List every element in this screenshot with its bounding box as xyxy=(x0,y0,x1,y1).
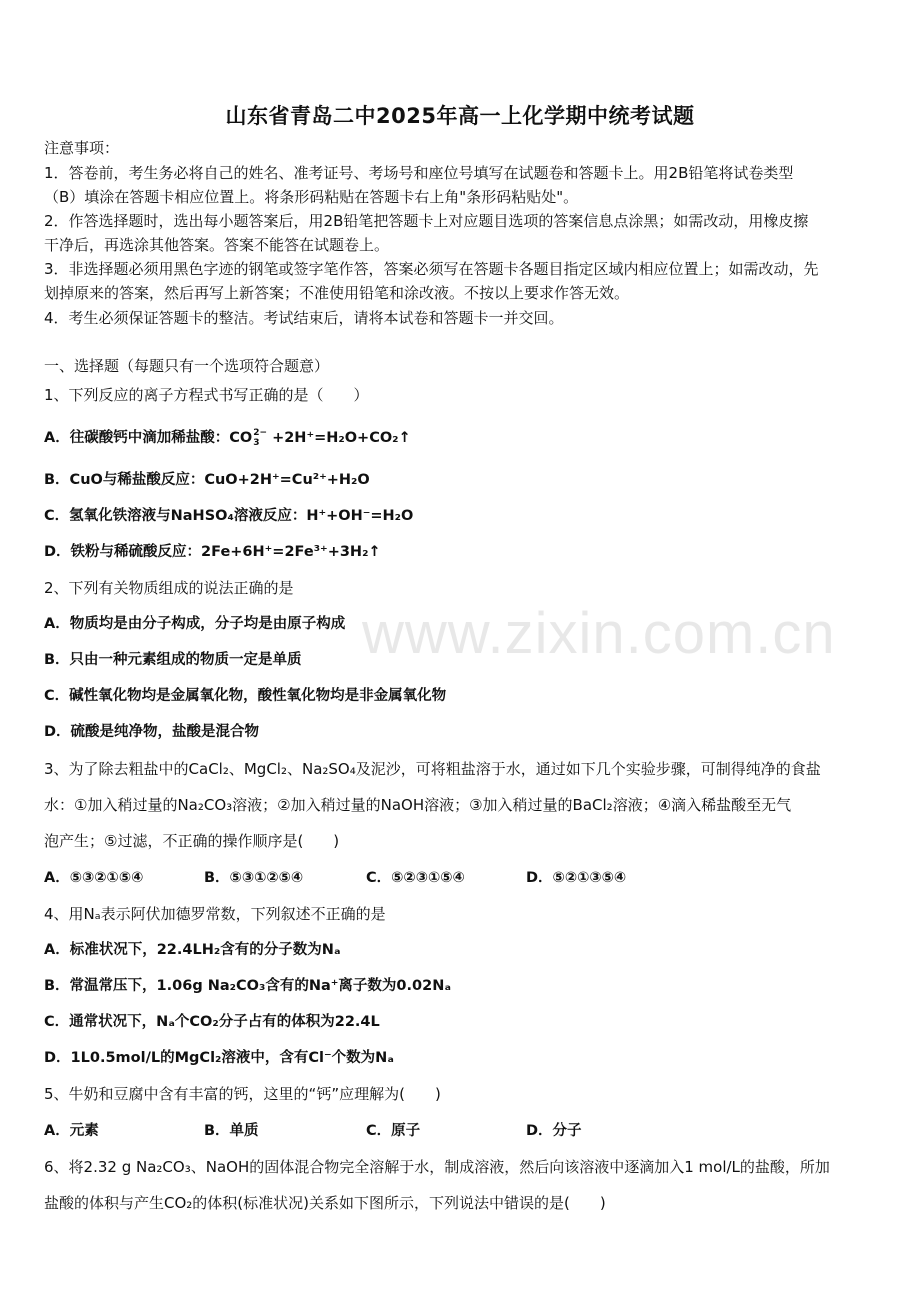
q4-option-a: A．标准状况下，22.4LH₂含有的分子数为Nₐ xyxy=(44,942,341,958)
q5-option-c: C．原子 xyxy=(366,1123,421,1139)
question-2-stem: 2、下列有关物质组成的说法正确的是 xyxy=(44,579,294,597)
q1-option-a-rest: +2H⁺=H₂O+CO₂↑ xyxy=(267,430,411,446)
q2-option-d: D．硫酸是纯净物，盐酸是混合物 xyxy=(44,724,260,740)
notice-line-6: 划掉原来的答案，然后再写上新答案；不准使用铅笔和涂改液。不按以上要求作答无效。 xyxy=(44,284,630,302)
question-3-line-3: 泡产生；⑤过滤，不正确的操作顺序是( ) xyxy=(44,832,340,850)
q4-option-d: D．1L0.5mol/L的MgCl₂溶液中，含有Cl⁻个数为Nₐ xyxy=(44,1050,394,1066)
q1-option-a-charge: 2− xyxy=(253,428,268,438)
notice-heading: 注意事项： xyxy=(44,139,120,157)
q3-options xyxy=(44,868,884,888)
q3-option-c: C．⑤②③①⑤④ xyxy=(366,870,465,886)
q1-option-c: C．氢氧化铁溶液与NaHSO₄溶液反应：H⁺+OH⁻=H₂O xyxy=(44,508,414,524)
notice-line-7: 4．考生必须保证答题卡的整洁。考试结束后，请将本试卷和答题卡一并交回。 xyxy=(44,309,564,327)
notice-line-5: 3．非选择题必须用黑色字迹的钢笔或签字笔作答，答案必须写在答题卡各题目指定区域内相应位置上；如需改动，先 xyxy=(44,260,819,278)
q2-option-a: A．物质均是由分子构成，分子均是由原子构成 xyxy=(44,616,346,632)
notice-line-1: 1．答卷前，考生务必将自己的姓名、准考证号、考场号和座位号填写在试题卷和答题卡上。用2B铅笔将试卷类型 xyxy=(44,164,794,182)
question-3-line-1: 3、为了除去粗盐中的CaCl₂、MgCl₂、Na₂SO₄及泥沙，可将粗盐溶于水，通过如下几个实验步骤，可制得纯净的食盐 xyxy=(44,760,821,778)
section-heading: 一、选择题（每题只有一个选项符合题意） xyxy=(44,357,330,375)
question-4-stem: 4、用Nₐ表示阿伏加德罗常数，下列叙述不正确的是 xyxy=(44,905,386,923)
q2-option-c: C．碱性氧化物均是金属氧化物，酸性氧化物均是非金属氧化物 xyxy=(44,688,447,704)
q4-option-c: C．通常状况下，Nₐ个CO₂分子占有的体积为22.4L xyxy=(44,1014,380,1030)
q3-option-a: A．⑤③②①⑤④ xyxy=(44,870,144,886)
q1-option-a-text: A．往碳酸钙中滴加稀盐酸：CO xyxy=(44,430,253,446)
q1-option-a xyxy=(44,428,884,448)
question-5-stem: 5、牛奶和豆腐中含有丰富的钙，这里的“钙”应理解为( ) xyxy=(44,1085,441,1103)
question-6-line-2: 盐酸的体积与产生CO₂的体积(标准状况)关系如下图所示，下列说法中错误的是( ) xyxy=(44,1194,606,1212)
watermark: www.zixin.com.cn xyxy=(362,601,836,666)
q5-option-a: A．元素 xyxy=(44,1123,99,1139)
notice-line-3: 2．作答选择题时，选出每小题答案后，用2B铅笔把答题卡上对应题目选项的答案信息点涂黑；如需改动，用橡皮擦 xyxy=(44,212,809,230)
q3-option-b: B．⑤③①②⑤④ xyxy=(204,870,304,886)
question-1-stem: 1、下列反应的离子方程式书写正确的是（ ） xyxy=(44,386,369,404)
q5-option-d: D．分子 xyxy=(526,1123,582,1139)
page-title: 山东省青岛二中2025年高一上化学期中统考试题 xyxy=(225,104,695,128)
q5-options xyxy=(44,1121,884,1141)
q1-option-b: B．CuO与稀盐酸反应：CuO+2H⁺=Cu²⁺+H₂O xyxy=(44,472,370,488)
notice-line-4: 干净后，再选涂其他答案。答案不能答在试题卷上。 xyxy=(44,236,390,254)
q4-option-b: B．常温常压下，1.06g Na₂CO₃含有的Na⁺离子数为0.02Nₐ xyxy=(44,978,451,994)
q5-option-b: B．单质 xyxy=(204,1123,259,1139)
question-6-line-1: 6、将2.32 g Na₂CO₃、NaOH的固体混合物完全溶解于水，制成溶液，然后向该溶液中逐滴加入1 mol/L的盐酸，所加 xyxy=(44,1158,830,1176)
notice-line-2: （B）填涂在答题卡相应位置上。将条形码粘贴在答题卡右上角"条形码粘贴处"。 xyxy=(44,188,579,206)
q1-option-d: D．铁粉与稀硫酸反应：2Fe+6H⁺=2Fe³⁺+3H₂↑ xyxy=(44,544,381,560)
q2-option-b: B．只由一种元素组成的物质一定是单质 xyxy=(44,652,302,668)
question-3-line-2: 水：①加入稍过量的Na₂CO₃溶液；②加入稍过量的NaOH溶液；③加入稍过量的BaCl₂溶液；④滴入稀盐酸至无气 xyxy=(44,796,792,814)
q1-option-a-subscript: 3 xyxy=(253,438,260,448)
q3-option-d: D．⑤②①③⑤④ xyxy=(526,870,627,886)
